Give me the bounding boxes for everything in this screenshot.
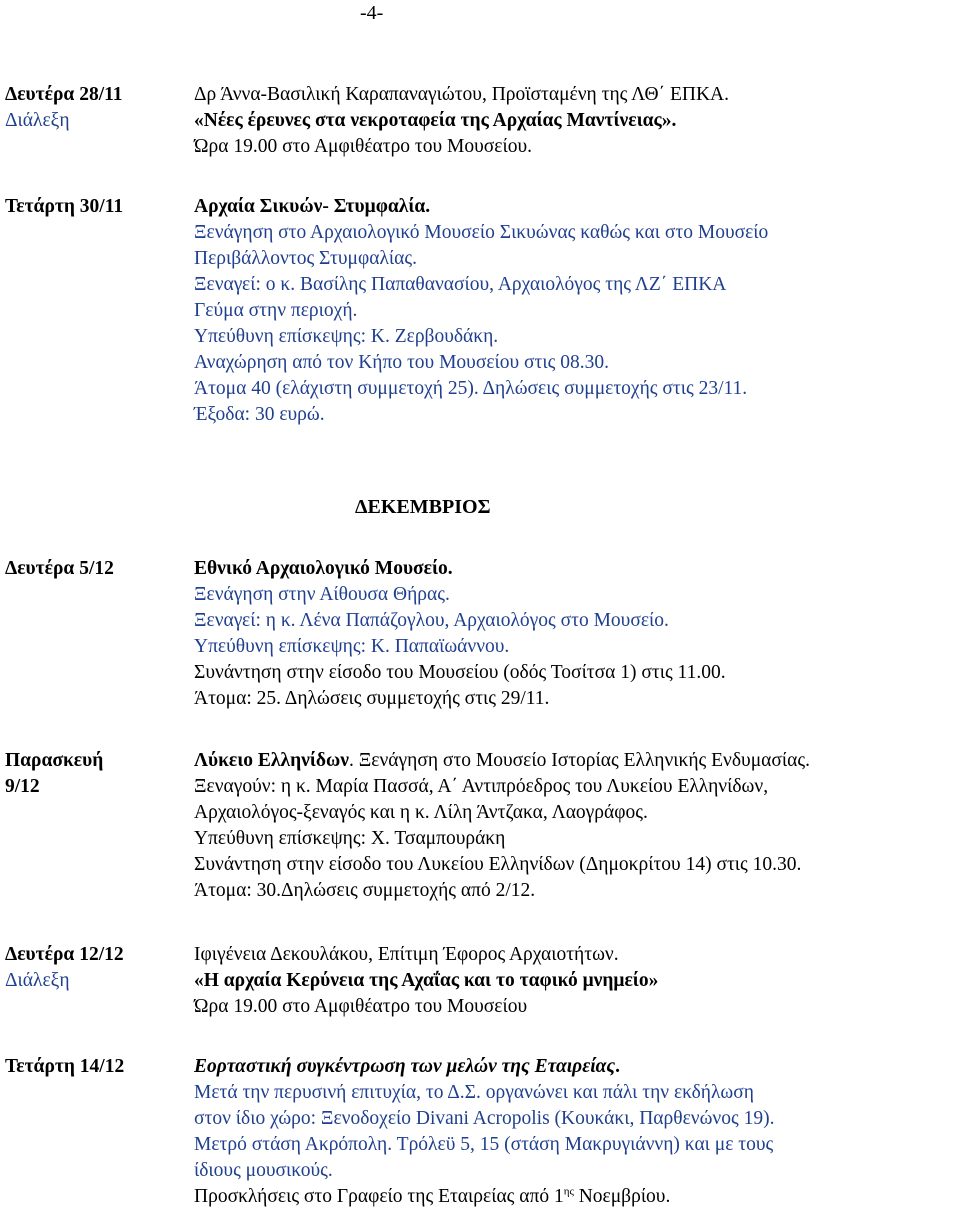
event-date: Δευτέρα 28/11 <box>5 84 123 105</box>
event-line <box>194 748 954 774</box>
event-line: Δρ Άννα-Βασιλική Καραπαναγιώτου, Προϊσταμένη της ΛΘ΄ ΕΠΚΑ. <box>194 84 729 105</box>
event-line: Άτομα: 30.Δηλώσεις συμμετοχής από 2/12. <box>194 880 536 901</box>
event-date: Τετάρτη 14/12 <box>5 1056 125 1077</box>
event-date: Τετάρτη 30/11 <box>5 196 124 217</box>
event-line: Υπεύθυνη επίσκεψης: Χ. Τσαμπουράκη <box>194 828 506 849</box>
event-date-column <box>5 82 185 134</box>
event-line: ίδιους μουσικούς. <box>194 1160 333 1181</box>
event-line <box>194 1054 954 1080</box>
event-title: Λύκειο Ελληνίδων <box>194 750 350 771</box>
event-type: Διάλεξη <box>5 970 70 991</box>
event-title-period: . <box>615 1056 620 1077</box>
event-line: Ξεναγεί: ο κ. Βασίλης Παπαθανασίου, Αρχαιολόγος της ΛΖ΄ ΕΠΚΑ <box>194 274 727 295</box>
event-line: Ξεναγούν: η κ. Μαρία Πασσά, Α΄ Αντιπρόεδρος του Λυκείου Ελληνίδων, <box>194 776 769 797</box>
event-details <box>194 194 954 428</box>
event-date-day: 9/12 <box>5 776 40 797</box>
event-line: στον ίδιο χώρο: Ξενοδοχείο Divani Acropolis (Κουκάκι, Παρθενώνος 19). <box>194 1108 775 1129</box>
event-line: Υπεύθυνη επίσκεψης: Κ. Ζερβουδάκη. <box>194 326 499 347</box>
event-date: Δευτέρα 5/12 <box>5 558 114 579</box>
event-date-column <box>5 942 185 994</box>
event-date-column <box>5 1054 185 1080</box>
event-date: Δευτέρα 12/12 <box>5 944 124 965</box>
event-title: Αρχαία Σικυών- Στυμφαλία. <box>194 196 431 217</box>
event-line <box>194 1184 954 1210</box>
event-type: Διάλεξη <box>5 110 70 131</box>
event-title: Εθνικό Αρχαιολογικό Μουσείο. <box>194 558 453 579</box>
event-details <box>194 82 954 160</box>
month-heading: ΔΕΚΕΜΒΡΙΟΣ <box>355 496 491 518</box>
event-line: Άτομα: 25. Δηλώσεις συμμετοχής στις 29/11. <box>194 688 550 709</box>
event-date-column <box>5 556 185 582</box>
event-line: Ξεναγεί: η κ. Λένα Παπάζογλου, Αρχαιολόγος στο Μουσείο. <box>194 610 669 631</box>
event-line: Ιφιγένεια Δεκουλάκου, Επίτιμη Έφορος Αρχαιοτήτων. <box>194 944 619 965</box>
event-date-column <box>5 194 185 220</box>
invitation-month: Νοεμβρίου. <box>573 1186 671 1207</box>
event-line: Αναχώρηση από τον Κήπο του Μουσείου στις 08.30. <box>194 352 609 373</box>
event-details <box>194 942 954 1020</box>
event-line: Έξοδα: 30 ευρώ. <box>194 404 325 425</box>
event-title-rest: . Ξενάγηση στο Μουσείο Ιστορίας Ελληνικής Ενδυμασίας. <box>349 750 810 771</box>
ordinal-suffix: ης <box>563 1185 574 1198</box>
event-line: Άτομα 40 (ελάχιστη συμμετοχή 25). Δηλώσεις συμμετοχής στις 23/11. <box>194 378 748 399</box>
event-details <box>194 748 954 904</box>
event-line: Ξενάγηση στην Αίθουσα Θήρας. <box>194 584 450 605</box>
event-line: Ώρα 19.00 στο Αμφιθέατρο του Μουσείου. <box>194 136 533 157</box>
event-details <box>194 1054 954 1210</box>
event-line: Συνάντηση στην είσοδο του Μουσείου (οδός Τοσίτσα 1) στις 11.00. <box>194 662 726 683</box>
event-title: Εορταστική συγκέντρωση των μελών της Εταιρείας <box>194 1056 616 1077</box>
event-line: Μετά την περυσινή επιτυχία, το Δ.Σ. οργανώνει και πάλι την εκδήλωση <box>194 1082 754 1103</box>
event-line: Ξενάγηση στο Αρχαιολογικό Μουσείο Σικυώνας καθώς και στο Μουσείο <box>194 222 769 243</box>
event-line: Ώρα 19.00 στο Αμφιθέατρο του Μουσείου <box>194 996 528 1017</box>
event-line: Γεύμα στην περιοχή. <box>194 300 358 321</box>
event-title: «Η αρχαία Κερύνεια της Αχαΐας και το ταφικό μνημείο» <box>194 970 659 991</box>
invitation-text: Προσκλήσεις στο Γραφείο της Εταιρείας από 1 <box>194 1186 564 1207</box>
event-line: Περιβάλλοντος Στυμφαλίας. <box>194 248 417 269</box>
event-date: Παρασκευή <box>5 750 104 771</box>
page-number: -4- <box>360 2 384 24</box>
event-line: Συνάντηση στην είσοδο του Λυκείου Ελληνίδων (Δημοκρίτου 14) στις 10.30. <box>194 854 802 875</box>
event-line: Υπεύθυνη επίσκεψης: Κ. Παπαϊωάννου. <box>194 636 510 657</box>
event-line: Αρχαιολόγος-ξεναγός και η κ. Λίλη Άντζακα, Λαογράφος. <box>194 802 648 823</box>
event-title: «Νέες έρευνες στα νεκροταφεία της Αρχαίας Μαντίνειας». <box>194 110 677 131</box>
event-date-column <box>5 748 185 800</box>
event-line: Μετρό στάση Ακρόπολη. Τρόλεϋ 5, 15 (στάση Μακρυγιάννη) και με τους <box>194 1134 774 1155</box>
event-details <box>194 556 954 712</box>
